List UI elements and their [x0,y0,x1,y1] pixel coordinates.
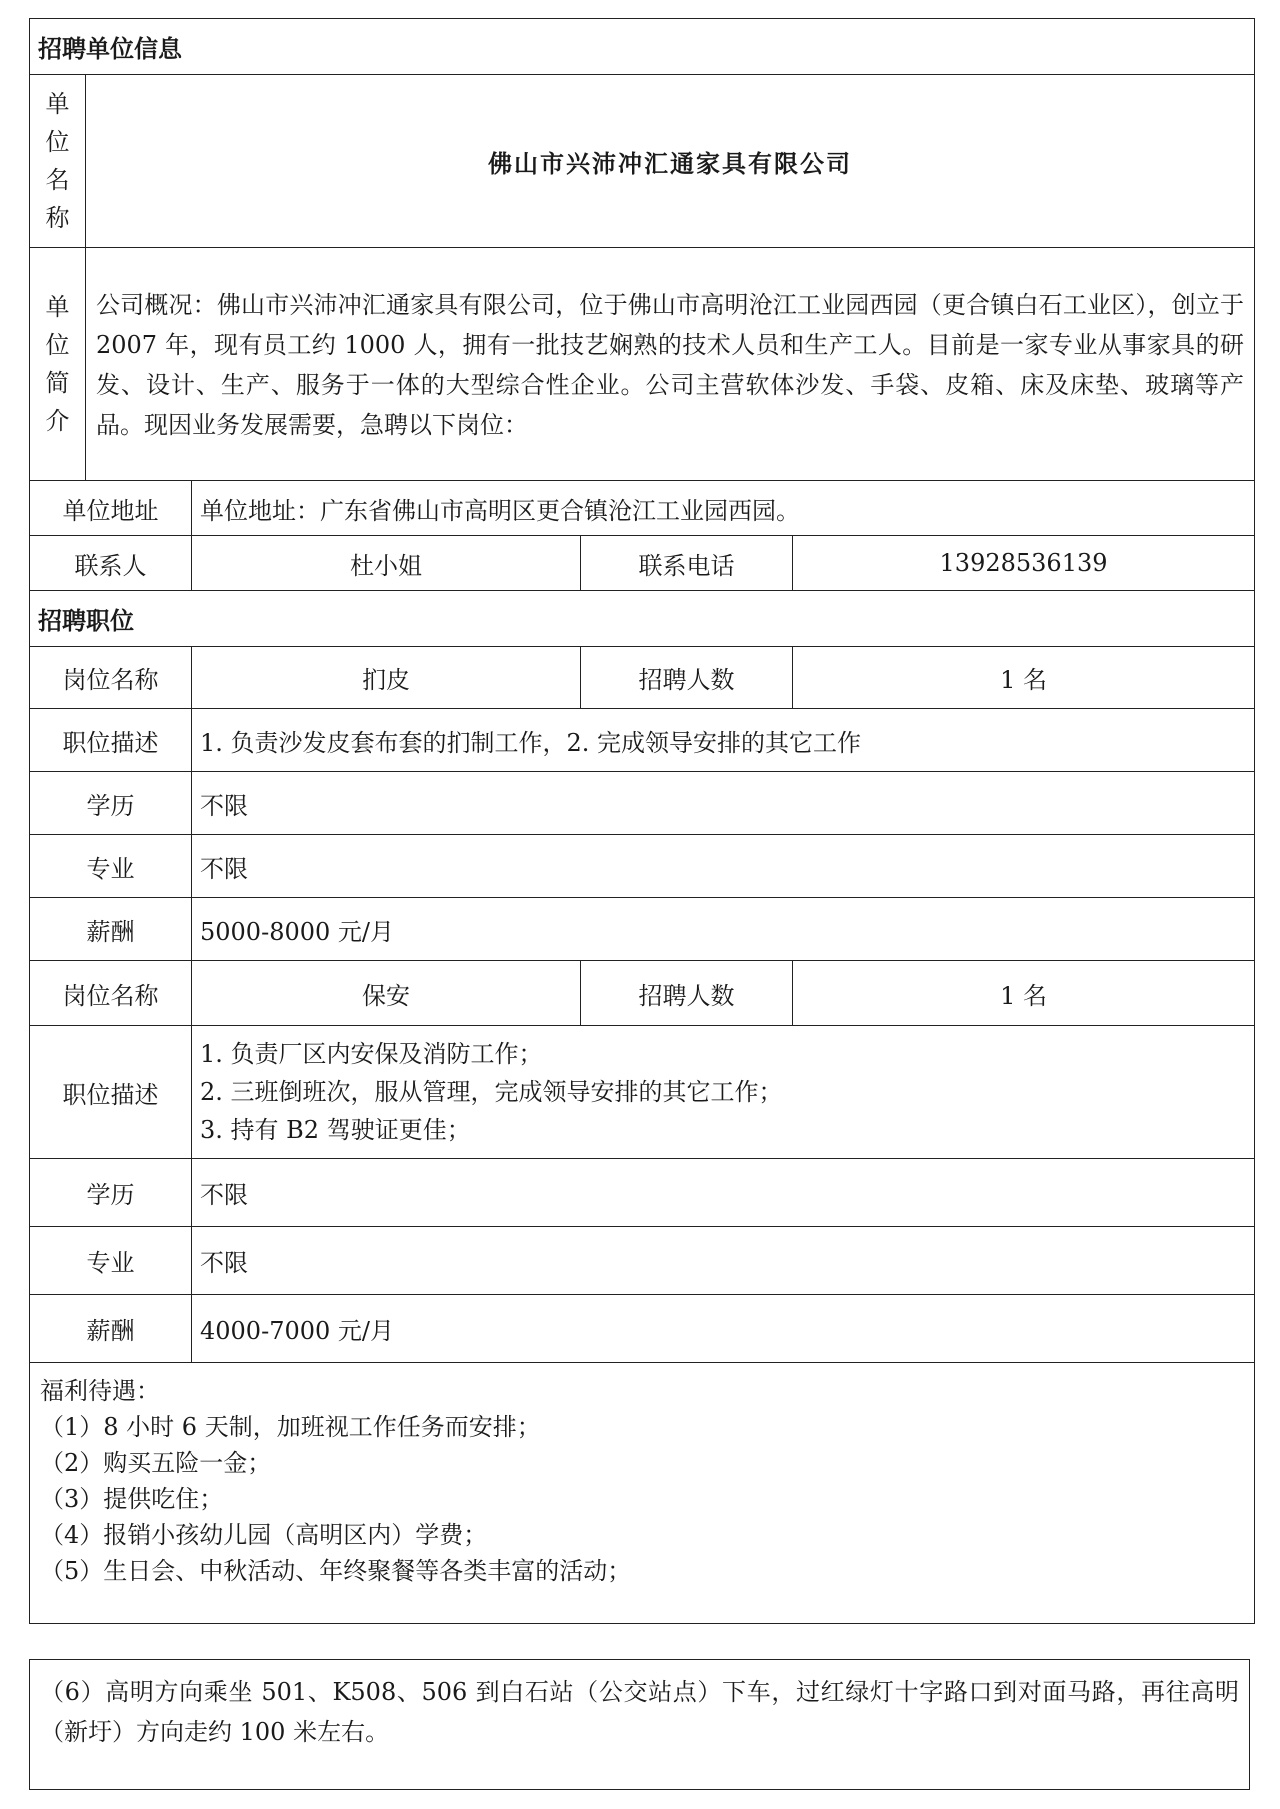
benefit-item: （2）购买五险一金； [40,1449,272,1477]
job-title-label: 岗位名称 [30,647,192,709]
job-1-header [30,647,1255,709]
phone-label: 联系电话 [581,536,793,591]
benefits-block [30,1363,1255,1624]
company-name: 佛山市兴沛冲汇通家具有限公司 [86,75,1255,248]
benefit-item: （5）生日会、中秋活动、年终聚餐等各类丰富的活动； [40,1557,632,1585]
job-salary-value: 4000-7000 元/月 [192,1295,1255,1363]
company-name-label: 单 位 名 称 [30,75,86,248]
job-salary-label: 薪酬 [30,898,192,961]
section-jobs-title: 招聘职位 [30,591,1255,647]
contact-label: 联系人 [30,536,192,591]
recruitment-form [29,18,1254,1624]
address-label: 单位地址 [30,481,192,536]
job-title-label: 岗位名称 [30,961,192,1026]
job-edu-label: 学历 [30,772,192,835]
benefits-title: 福利待遇： [40,1377,160,1405]
contact-value: 杜小姐 [192,536,581,591]
job-count-label: 招聘人数 [581,961,793,1026]
company-intro: 公司概况：佛山市兴沛冲汇通家具有限公司，位于佛山市高明沧江工业园西园（更合镇白石工业区），创立于 2007 年，现有员工约 1000 人，拥有一批技艺娴熟的技术人员和生产工人。目前是一家专业从事家具的研发、设计、生产、服务于一体的大型综合性企业。公司主营软体沙发、手袋、皮箱、床及床垫、玻璃等产品。现因业务发展需要，急聘以下岗位： [86,248,1255,481]
job-major-value: 不限 [192,835,1255,898]
job-2-header [30,961,1255,1026]
benefit-item: （1）8 小时 6 天制，加班视工作任务而安排； [40,1413,541,1441]
job-edu-value: 不限 [192,1159,1255,1227]
job-desc-line: 2. 三班倒班次，服从管理，完成领导安排的其它工作； [200,1078,783,1106]
company-intro-label: 单 位 简 介 [30,248,86,481]
job-title-value: 保安 [192,961,581,1026]
benefit-item: （4）报销小孩幼儿园（高明区内）学费； [40,1521,488,1549]
job-count-value: 1 名 [793,647,1255,709]
phone-value: 13928536139 [793,536,1255,591]
section-company-title: 招聘单位信息 [30,19,1255,75]
job-salary-value: 5000-8000 元/月 [192,898,1255,961]
job-count-value: 1 名 [793,961,1255,1026]
job-desc-label: 职位描述 [30,1026,192,1159]
recruitment-table [29,18,1255,1624]
address-value: 单位地址：广东省佛山市高明区更合镇沧江工业园西园。 [192,481,1255,536]
job-major-label: 专业 [30,835,192,898]
job-desc-label: 职位描述 [30,709,192,772]
benefit-item: （3）提供吃住； [40,1485,224,1513]
job-desc-line: 1. 负责厂区内安保及消防工作； [200,1040,543,1068]
job-salary-label: 薪酬 [30,1295,192,1363]
transport-info: （6）高明方向乘坐 501、K508、506 到白石站（公交站点）下车，过红绿灯十字路口到对面马路，再往高明（新圩）方向走约 100 米左右。 [29,1659,1250,1790]
job-desc-line: 3. 持有 B2 驾驶证更佳； [200,1116,471,1144]
job-title-value: 扪皮 [192,647,581,709]
job-desc-value: 1. 负责沙发皮套布套的扪制工作，2. 完成领导安排的其它工作 [192,709,1255,772]
job-major-label: 专业 [30,1227,192,1295]
job-edu-value: 不限 [192,772,1255,835]
job-major-value: 不限 [192,1227,1255,1295]
job-edu-label: 学历 [30,1159,192,1227]
job-desc-value [192,1026,1255,1159]
job-count-label: 招聘人数 [581,647,793,709]
